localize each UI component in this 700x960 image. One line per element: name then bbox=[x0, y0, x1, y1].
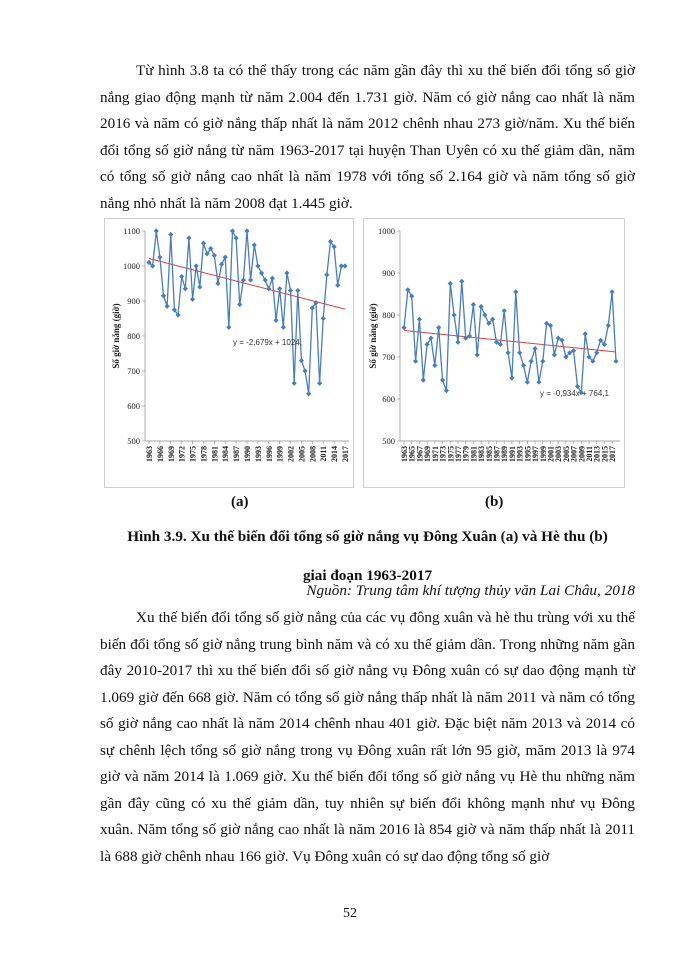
data-point bbox=[183, 286, 188, 291]
y-tick-label: 500 bbox=[382, 436, 395, 446]
x-tick-label: 1985 bbox=[484, 446, 494, 462]
data-point bbox=[482, 312, 487, 317]
x-tick-label: 1987 bbox=[492, 446, 502, 462]
x-tick-label: 1963 bbox=[400, 446, 409, 462]
panel-label-a: (a) bbox=[231, 494, 249, 510]
x-tick-label: 2002 bbox=[286, 446, 296, 462]
paragraph-2: Xu thế biến đổi tổng số giờ nắng của các vụ đông xuân và hè thu trùng với xu thế biến đổi tổng số giờ nắng trung bình năm và có xu thế giảm dần. Trong những năm gần đây 2010-2017 thì xu thế biến đổi số giờ nắng vụ Đông xuân có sự dao động mạnh từ 1.069 giờ đến 668 giờ. Năm có tổng số giờ nắng thấp nhất là năm 2011 và năm có tổng số giờ nắng cao nhất là năm 2014 chênh nhau 401 giờ. Đặc biệt năm 2013 và 2014 có sự chênh lệch tổng số giờ nắng trong vụ Đông xuân rất lớn 95 giờ, măm 2013 là 974 giờ và năm 2014 là 1.069 giờ. Xu thế biến đổi tổng số giờ nắng vụ Hè thu những năm gần đây cũng có xu thế giảm dần, tuy nhiên sự biến đổi không mạnh như vụ Đông xuân. Năm tổng số giờ nắng cao nhất là năm 2016 là 854 giờ và năm thấp nhất là 2011 là 688 giờ chênh nhau 166 giờ. Vụ Đông xuân có sự dao động tổng số giờ bbox=[100, 609, 635, 865]
data-point bbox=[281, 325, 286, 330]
data-point bbox=[583, 331, 588, 336]
data-point bbox=[219, 262, 224, 267]
data-point bbox=[259, 270, 264, 275]
x-tick-label: 2015 bbox=[600, 446, 610, 462]
x-tick-label: 2011 bbox=[319, 446, 329, 462]
chart-panel-b bbox=[363, 218, 625, 488]
x-tick-label: 1966 bbox=[155, 446, 165, 462]
x-tick-label: 2009 bbox=[577, 446, 587, 462]
data-point bbox=[401, 325, 406, 330]
y-tick-label: 800 bbox=[382, 310, 395, 320]
x-tick-label: 1963 bbox=[145, 446, 154, 462]
x-tick-label: 2017 bbox=[341, 446, 350, 462]
data-point bbox=[521, 363, 526, 368]
y-tick-label: 900 bbox=[127, 296, 140, 306]
data-point bbox=[448, 281, 453, 286]
data-point bbox=[292, 381, 297, 386]
x-tick-label: 1979 bbox=[461, 446, 471, 462]
data-point bbox=[594, 350, 599, 355]
data-point bbox=[263, 277, 268, 282]
data-point bbox=[525, 380, 530, 385]
data-point bbox=[284, 270, 289, 275]
data-point bbox=[288, 288, 293, 293]
x-tick-label: 1987 bbox=[232, 446, 242, 462]
figure-source: Nguồn: Trung tâm khí tượng thủy văn Lai Châu, 2018 bbox=[306, 582, 635, 599]
series-line bbox=[404, 281, 616, 392]
data-point bbox=[299, 358, 304, 363]
x-tick-label: 1983 bbox=[477, 446, 487, 462]
data-point bbox=[436, 325, 441, 330]
x-tick-label: 2007 bbox=[569, 446, 579, 462]
data-point bbox=[201, 241, 206, 246]
y-tick-label: 500 bbox=[127, 436, 140, 446]
x-tick-label: 2001 bbox=[546, 446, 556, 462]
data-point bbox=[610, 289, 615, 294]
data-point bbox=[540, 359, 545, 364]
chart-a-svg bbox=[104, 218, 354, 488]
y-tick-label: 1000 bbox=[378, 226, 395, 236]
data-point bbox=[179, 274, 184, 279]
data-point bbox=[230, 228, 235, 233]
x-tick-label: 2003 bbox=[554, 446, 564, 462]
paragraph-1: Từ hình 3.8 ta có thể thấy trong các năm gần đây thì xu thế biến đổi tổng số giờ nắng giao động mạnh từ năm 2.004 đến 1.731 giờ. Năm có giờ nắng cao nhất là năm 2016 và năm có giờ nắng thấp nhất là năm 2012 chênh nhau 273 giờ/năm. Xu thế biến đổi tổng số giờ nắng từ năm 1963-2017 tại huyện Than Uyên có xu thế giảm dần, năm có tổng số giờ nắng cao nhất là năm 1978 với tổng số 2.164 giờ và năm tổng số giờ nắng nhỏ nhất là năm 2008 đạt 1.445 giờ. bbox=[100, 62, 635, 212]
x-tick-label: 1965 bbox=[407, 446, 417, 462]
y-tick-label: 600 bbox=[127, 401, 140, 411]
data-point bbox=[252, 242, 257, 247]
trend-equation: y = -2,679x + 1024, bbox=[233, 338, 302, 347]
data-point bbox=[255, 263, 260, 268]
y-axis-label: Số giờ nắng (giờ) bbox=[368, 303, 378, 369]
x-tick-label: 1981 bbox=[469, 446, 479, 462]
panel-label-b: (b) bbox=[485, 494, 504, 510]
data-point bbox=[186, 235, 191, 240]
data-point bbox=[536, 380, 541, 385]
data-point bbox=[295, 288, 300, 293]
data-point bbox=[317, 381, 322, 386]
data-point bbox=[417, 317, 422, 322]
data-point bbox=[444, 388, 449, 393]
x-tick-label: 1989 bbox=[500, 446, 510, 462]
data-point bbox=[502, 308, 507, 313]
data-point bbox=[165, 304, 170, 309]
data-point bbox=[532, 346, 537, 351]
data-point bbox=[270, 276, 275, 281]
x-tick-label: 1996 bbox=[264, 446, 274, 462]
series-line bbox=[149, 231, 345, 394]
x-tick-label: 1977 bbox=[453, 446, 463, 462]
x-tick-label: 1969 bbox=[423, 446, 433, 462]
data-point bbox=[248, 277, 253, 282]
data-point bbox=[459, 279, 464, 284]
data-point bbox=[273, 318, 278, 323]
x-tick-label: 1972 bbox=[177, 446, 187, 462]
x-tick-label: 1975 bbox=[446, 446, 456, 462]
x-tick-label: 1969 bbox=[166, 446, 176, 462]
data-point bbox=[277, 286, 282, 291]
x-tick-label: 2005 bbox=[297, 446, 307, 462]
data-point bbox=[342, 263, 347, 268]
data-point bbox=[302, 368, 307, 373]
x-tick-label: 2005 bbox=[561, 446, 571, 462]
data-point bbox=[552, 352, 557, 357]
data-point bbox=[212, 253, 217, 258]
figure-caption-period: giai đoạn 1963-2017 bbox=[302, 567, 433, 584]
data-point bbox=[223, 255, 228, 260]
figure-caption: Hình 3.9. Xu thế biến đổi tổng số giờ nắng vụ Đông Xuân (a) và Hè thu (b) bbox=[127, 528, 608, 545]
data-point bbox=[241, 277, 246, 282]
data-point bbox=[215, 281, 220, 286]
x-tick-label: 1973 bbox=[438, 446, 448, 462]
data-point bbox=[432, 363, 437, 368]
y-tick-label: 900 bbox=[382, 268, 395, 278]
data-point bbox=[226, 325, 231, 330]
x-tick-label: 1981 bbox=[210, 446, 220, 462]
data-point bbox=[154, 228, 159, 233]
data-point bbox=[244, 228, 249, 233]
x-tick-label: 1999 bbox=[275, 446, 285, 462]
data-point bbox=[455, 340, 460, 345]
data-point bbox=[478, 304, 483, 309]
page-number: 52 bbox=[343, 906, 357, 921]
data-point bbox=[335, 283, 340, 288]
data-point bbox=[421, 378, 426, 383]
data-point bbox=[237, 302, 242, 307]
y-tick-label: 800 bbox=[127, 331, 140, 341]
x-tick-label: 1971 bbox=[430, 446, 440, 462]
x-tick-label: 2008 bbox=[308, 446, 318, 462]
data-point bbox=[513, 289, 518, 294]
x-tick-label: 1967 bbox=[415, 446, 425, 462]
y-tick-label: 1000 bbox=[123, 261, 140, 271]
x-tick-label: 1993 bbox=[515, 446, 525, 462]
data-point bbox=[190, 297, 195, 302]
data-point bbox=[324, 272, 329, 277]
data-point bbox=[194, 263, 199, 268]
x-tick-label: 2014 bbox=[330, 446, 340, 462]
chart-b-svg bbox=[363, 218, 625, 488]
data-point bbox=[452, 312, 457, 317]
data-point bbox=[197, 284, 202, 289]
data-point bbox=[161, 293, 166, 298]
data-point bbox=[266, 286, 271, 291]
y-tick-label: 700 bbox=[127, 366, 140, 376]
data-point bbox=[440, 378, 445, 383]
x-tick-label: 1990 bbox=[243, 446, 252, 462]
x-tick-label: 1995 bbox=[523, 446, 533, 462]
x-tick-label: 2011 bbox=[585, 446, 595, 462]
chart-panel-a bbox=[104, 218, 354, 488]
data-point bbox=[306, 391, 311, 396]
y-tick-label: 1100 bbox=[123, 226, 140, 236]
x-tick-label: 1997 bbox=[531, 446, 541, 462]
y-axis-label: Số giờ nắng (giờ) bbox=[111, 303, 121, 369]
x-tick-label: 1991 bbox=[507, 446, 517, 462]
x-tick-label: 1978 bbox=[199, 446, 209, 462]
data-point bbox=[471, 302, 476, 307]
data-point bbox=[168, 232, 173, 237]
data-point bbox=[413, 359, 418, 364]
x-tick-label: 1999 bbox=[538, 446, 548, 462]
x-tick-label: 2013 bbox=[592, 446, 602, 462]
x-tick-label: 1975 bbox=[188, 446, 198, 462]
data-point bbox=[509, 375, 514, 380]
data-point bbox=[321, 316, 326, 321]
data-point bbox=[613, 359, 618, 364]
data-point bbox=[606, 323, 611, 328]
data-point bbox=[517, 350, 522, 355]
x-tick-label: 1993 bbox=[253, 446, 263, 462]
data-point bbox=[505, 350, 510, 355]
data-point bbox=[475, 352, 480, 357]
x-tick-label: 1984 bbox=[221, 446, 231, 462]
x-tick-label: 2017 bbox=[608, 446, 618, 462]
data-point bbox=[157, 255, 162, 260]
y-tick-label: 600 bbox=[382, 394, 395, 404]
y-tick-label: 700 bbox=[382, 352, 395, 362]
data-point bbox=[234, 235, 239, 240]
data-point bbox=[529, 359, 534, 364]
trend-equation: y = -0,934x + 764,1 bbox=[540, 389, 609, 398]
